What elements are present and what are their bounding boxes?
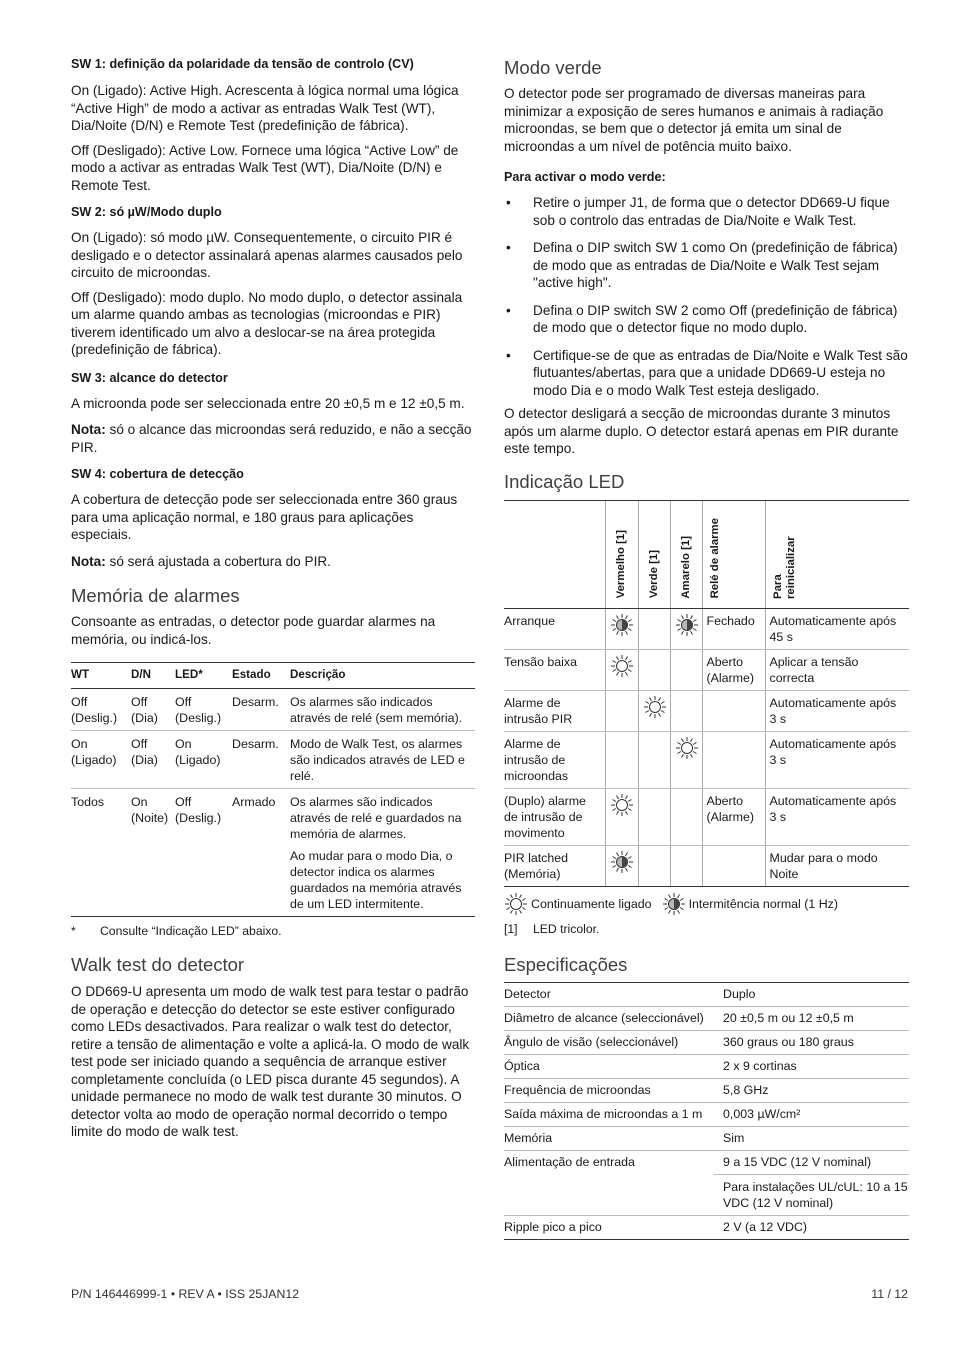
led-green-cell [638, 690, 670, 731]
memory-table [71, 662, 475, 917]
green-mode-after: O detector desligará a secção de microondas durante 3 minutos após um alarme duplo. O detector estará apenas em PIR durante este tempo. [504, 406, 899, 456]
led-red-cell [605, 845, 638, 886]
footnote-text: Consulte “Indicação LED” abaixo. [100, 924, 282, 938]
spec-value-line: 9 a 15 VDC (12 V nominal) [714, 1154, 909, 1175]
memory-intro: Consoante as entradas, o detector pode guardar alarmes na memória, ou indicá-los. [71, 614, 436, 647]
led-on-icon [610, 793, 636, 817]
green-mode-text: O detector pode ser programado de diversas maneiras para minimizar a exposição de seres humanos e animais à radiação microondas, se bem que o detector já emita um sinal de microondas a um nível de potência muito baixo. [504, 86, 884, 154]
sw2-heading: SW 2: só µW/Modo duplo [71, 205, 222, 219]
led-event-label: Arranque [504, 608, 605, 649]
note-label: Nota: [71, 422, 106, 437]
memory-table-header [71, 663, 475, 689]
list-item-text: Certifique-se de que as entradas de Dia/Noite e Walk Test são flutuantes/abertas, para que a unidade DD669-U esteja no modo Dia e o modo Walk Test esteja desligado. [533, 347, 908, 398]
sw1-off-text: Off (Desligado): Active Low. Fornece uma lógica “Active Low” de modo a activar as entradas Walk Test (WT), Dia/Noite (D/N) e Remote Test. [71, 142, 459, 193]
table-cell: Modo de Walk Test, os alarmes são indicados através de LED e relé. [290, 731, 475, 789]
col-header-yellow [670, 500, 702, 608]
sw4-note [71, 553, 475, 571]
led-table-header [504, 500, 909, 608]
sw3-note [71, 421, 475, 456]
table-cell: Os alarmes são indicados através de relé (sem memória). [290, 689, 475, 731]
sw3-text: A microonda pode ser seleccionada entre 20 ±0,5 m e 12 ±0,5 m. [71, 395, 465, 411]
description-extra: Ao mudar para o modo Dia, o detector indica os alarmes guardados na memória através de um LED intermitente. [290, 849, 462, 911]
led-event-label: (Duplo) alarme de intrusão de movimento [504, 788, 605, 845]
spec-value-line: Para instalações UL/cUL: 10 a 15 VDC (12 V nominal) [723, 1179, 908, 1210]
led-table-row [504, 788, 909, 845]
spec-value: 2 x 9 cortinas [714, 1054, 909, 1078]
walk-test-text: O DD669-U apresenta um modo de walk test para testar o padrão de operação e detecção do detector se este estiver configurado como LEDs desactivados. Para realizar o walk test do detector, retire a tensão de alimentação e volte a aplicá-la. O modo de walk test pode ser iniciado quando a sequência de arranque estiver completamente concluída (o LED pisca durante 45 segundos). A unidade permanece no modo de walk test durante 30 minutos. O detector volta ao modo de operação normal decorrido o tempo limite do modo de walk test. [71, 984, 470, 1139]
led-relay-cell [702, 690, 765, 731]
sw3-note-text: só o alcance das microondas será reduzido, e não a secção PIR. [71, 422, 472, 455]
list-item-text: Defina o DIP switch SW 1 como On (predefinição de fábrica) de modo que as entradas de Dia/Noite e Walk Test sejam "active high". [533, 240, 898, 290]
spec-value: 360 graus ou 180 graus [714, 1030, 909, 1054]
led-green-cell [638, 845, 670, 886]
col-header-green [638, 500, 670, 608]
spec-value: Duplo [714, 982, 909, 1006]
col-header-reset-label: Para reinicializar [771, 535, 797, 599]
bullet: • [506, 302, 511, 318]
led-reset-cell: Mudar para o modo Noite [765, 845, 909, 886]
col-header-reset [765, 500, 909, 608]
led-green-cell [638, 608, 670, 649]
led-flash-icon [662, 892, 686, 916]
led-reset-cell: Automaticamente após 3 s [765, 731, 909, 788]
list-item-text: Retire o jumper J1, de forma que o detector DD669-U fique sob o controlo das entradas de Dia/Noite e Walk Test. [533, 195, 890, 228]
led-flash-icon [610, 613, 636, 637]
led-table-row [504, 731, 909, 788]
led-on-icon [504, 892, 528, 916]
col-header-wt: WT [71, 663, 131, 689]
sw2-on-text: On (Ligado): só modo µW. Consequentemente, o circuito PIR é desligado e o detector assinalará apenas alarmes causados pelo circuito de microondas. [71, 230, 463, 280]
green-mode-steps [504, 194, 909, 399]
spec-row [504, 1054, 909, 1078]
led-event-label: Alarme de intrusão PIR [504, 690, 605, 731]
table-row [71, 731, 475, 789]
led-relay-cell: Aberto (Alarme) [702, 649, 765, 690]
green-mode-heading: Modo verde [504, 57, 602, 78]
table-cell: Off (Deslig.) [175, 689, 232, 731]
sw2-off-text: Off (Desligado): modo duplo. No modo duplo, o detector assinala um alarme quando ambas as tecnologias (microondas e PIR) tiverem identificado um alvo a deslocar-se na área protegida (predefinição de fábrica). [71, 289, 463, 357]
led-yellow-cell [670, 731, 702, 788]
led-table-row [504, 845, 909, 886]
led-table-row [504, 690, 909, 731]
led-red-cell [605, 788, 638, 845]
spec-value: Sim [714, 1126, 909, 1150]
led-green-cell [638, 788, 670, 845]
sw3-heading: SW 3: alcance do detector [71, 370, 228, 385]
sw1-on-text: On (Ligado): Active High. Acrescenta à lógica normal uma lógica “Active High” de modo a activar as entradas Walk Test (WT), Dia/Noite (D/N) e Remote Test (predefinição de fábrica). [71, 83, 459, 133]
walk-test-heading: Walk test do detector [71, 954, 245, 975]
table-cell: Off (Dia) [131, 731, 175, 789]
legend-flash-label: Intermitência normal (1 Hz) [688, 896, 838, 911]
footer-part-number: P/N 146446999-1 • REV A • ISS 25JAN12 [71, 1287, 300, 1301]
led-flash-icon [610, 850, 636, 874]
description-text: Os alarmes são indicados através de relé e guardados na memória de alarmes. [290, 795, 462, 841]
sw1-heading: SW 1: definição da polaridade da tensão de controlo (CV) [71, 57, 414, 71]
sw4-text: A cobertura de detecção pode ser seleccionada entre 360 graus para uma aplicação normal, e 180 graus para aplicações especiais. [71, 492, 458, 542]
led-legend [504, 892, 909, 916]
table-row [71, 789, 475, 917]
col-header-red [605, 500, 638, 608]
list-item [504, 194, 909, 229]
sw4-heading: SW 4: cobertura de detecção [71, 467, 244, 481]
table-cell: On (Ligado) [71, 731, 131, 789]
note-label: Nota: [71, 553, 106, 569]
led-flash-icon [675, 613, 700, 637]
spec-key: Alimentação de entrada [504, 1150, 714, 1215]
led-green-cell [638, 649, 670, 690]
spec-value: 2 V (a 12 VDC) [714, 1215, 909, 1239]
bullet: • [506, 240, 511, 255]
footnote-mark: [1] [504, 921, 518, 936]
bullet: • [506, 347, 511, 363]
footer-page-number: 11 / 12 [871, 1287, 908, 1301]
table-cell: Off (Deslig.) [71, 689, 131, 731]
led-reset-cell: Aplicar a tensão correcta [765, 649, 909, 690]
spec-row [504, 1150, 909, 1215]
spec-table [504, 982, 909, 1240]
led-table-row [504, 608, 909, 649]
legend-on-label: Continuamente ligado [531, 896, 652, 911]
green-mode-subheading: Para activar o modo verde: [504, 170, 666, 184]
col-header-green-label: Verde [1] [647, 550, 660, 599]
led-heading: Indicação LED [504, 470, 625, 492]
led-table [504, 500, 909, 887]
table-cell: Off (Dia) [131, 689, 175, 731]
led-red-cell [605, 690, 638, 731]
spec-table-body [504, 982, 909, 1239]
right-column [504, 56, 909, 1240]
list-item [504, 239, 909, 292]
list-item-text: Defina o DIP switch SW 2 como Off (predefinição de fábrica) de modo que o detector fique no modo duplo. [533, 302, 898, 335]
col-header-estado: Estado [232, 663, 290, 689]
led-footnote [504, 921, 909, 937]
memory-footnote [71, 923, 475, 939]
list-item [504, 302, 909, 337]
table-cell: Armado [232, 789, 290, 917]
col-header-descricao: Descrição [290, 663, 475, 689]
led-on-icon [675, 736, 700, 760]
spec-key: Saída máxima de microondas a 1 m [504, 1102, 714, 1126]
col-header-event [504, 500, 605, 608]
led-event-label: Alarme de intrusão de microondas [504, 731, 605, 788]
spec-value [714, 1150, 909, 1215]
spec-key: Ripple pico a pico [504, 1215, 714, 1239]
spec-value: 20 ±0,5 m ou 12 ±0,5 m [714, 1006, 909, 1030]
led-event-label: PIR latched (Memória) [504, 845, 605, 886]
spec-row [504, 1006, 909, 1030]
spec-key: Frequência de microondas [504, 1078, 714, 1102]
table-cell [290, 789, 475, 917]
spec-heading: Especificações [504, 953, 628, 975]
col-header-red-label: Vermelho [1] [615, 530, 627, 599]
spec-row [504, 1102, 909, 1126]
list-item [504, 347, 909, 400]
col-header-relay [702, 500, 765, 608]
footnote-mark: * [71, 924, 76, 938]
table-cell: Off (Deslig.) [175, 789, 232, 917]
left-column [71, 56, 475, 1141]
led-reset-cell: Automaticamente após 3 s [765, 690, 909, 731]
table-cell: On (Noite) [131, 789, 175, 917]
spec-row [504, 1078, 909, 1102]
table-cell: Desarm. [232, 689, 290, 731]
led-relay-cell: Fechado [702, 608, 765, 649]
spec-row [504, 1030, 909, 1054]
col-header-led: LED* [175, 663, 232, 689]
table-cell: Desarm. [232, 731, 290, 789]
led-reset-cell: Automaticamente após 45 s [765, 608, 909, 649]
led-on-icon [610, 654, 636, 678]
led-table-body [504, 608, 909, 886]
led-yellow-cell [670, 690, 702, 731]
spec-key: Ângulo de visão (seleccionável) [504, 1030, 714, 1054]
spec-key: Detector [504, 982, 714, 1006]
led-yellow-cell [670, 845, 702, 886]
table-cell: On (Ligado) [175, 731, 232, 789]
spec-row [504, 1215, 909, 1239]
led-yellow-cell [670, 649, 702, 690]
led-relay-cell [702, 845, 765, 886]
table-row [71, 689, 475, 731]
led-red-cell [605, 731, 638, 788]
spec-row [504, 1126, 909, 1150]
footnote-text: LED tricolor. [533, 921, 600, 936]
spec-key: Óptica [504, 1054, 714, 1078]
sw4-note-text: só será ajustada a cobertura do PIR. [109, 553, 331, 569]
spec-value: 0,003 µW/cm² [714, 1102, 909, 1126]
bullet: • [506, 195, 511, 210]
spec-value: 5,8 GHz [714, 1078, 909, 1102]
led-red-cell [605, 608, 638, 649]
col-header-yellow-label: Amarelo [1] [679, 535, 692, 599]
table-cell: Todos [71, 789, 131, 917]
led-reset-cell: Automaticamente após 3 s [765, 788, 909, 845]
led-yellow-cell [670, 788, 702, 845]
led-table-row [504, 649, 909, 690]
led-yellow-cell [670, 608, 702, 649]
led-relay-cell [702, 731, 765, 788]
led-event-label: Tensão baixa [504, 649, 605, 690]
col-header-dn: D/N [131, 663, 175, 689]
spec-key: Diâmetro de alcance (seleccionável) [504, 1006, 714, 1030]
led-red-cell [605, 649, 638, 690]
led-relay-cell: Aberto (Alarme) [702, 788, 765, 845]
spec-key: Memória [504, 1126, 714, 1150]
led-green-cell [638, 731, 670, 788]
led-on-icon [643, 695, 668, 719]
memory-heading: Memória de alarmes [71, 585, 240, 606]
col-header-relay-label: Relé de alarme [708, 518, 721, 599]
spec-row [504, 982, 909, 1006]
